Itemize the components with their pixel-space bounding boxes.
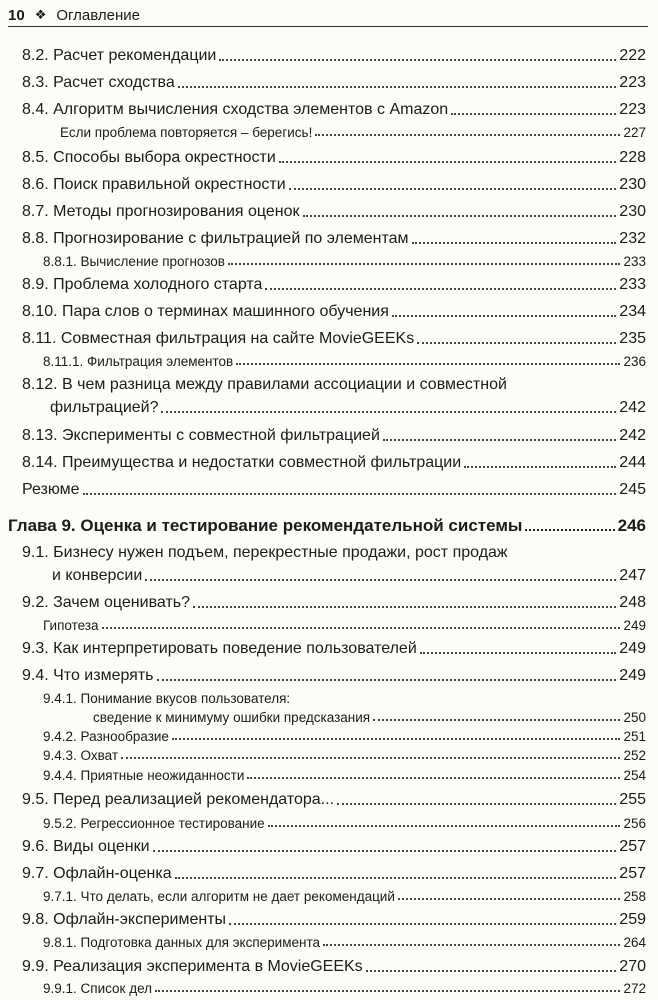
toc-entry-title: 8.8. Прогнозирование с фильтрацией по элементам bbox=[22, 230, 409, 247]
toc-entry-title: 9.9.1. Список дел bbox=[43, 981, 153, 996]
toc-entry-title: 9.7.1. Что делать, если алгоритм не дает рекомендаций bbox=[43, 889, 395, 904]
toc-entry[interactable] bbox=[22, 790, 646, 810]
page-number: 10 bbox=[8, 6, 25, 24]
toc-entry[interactable] bbox=[22, 593, 646, 613]
dot-leader bbox=[392, 315, 616, 317]
toc-chapter[interactable] bbox=[8, 515, 646, 537]
toc-entry-title: Резюме bbox=[22, 481, 80, 498]
dot-leader bbox=[155, 990, 620, 992]
toc-entry-page: 235 bbox=[619, 330, 646, 347]
toc-entry-title: 9.3. Как интерпретировать поведение пользователей bbox=[22, 640, 417, 657]
dot-leader bbox=[229, 923, 616, 925]
toc-entry-title: 8.6. Поиск правильной окрестности bbox=[22, 176, 286, 193]
toc-entry-page: 246 bbox=[617, 516, 646, 535]
dot-leader bbox=[420, 652, 617, 654]
toc-entry-page: 272 bbox=[623, 981, 646, 996]
toc-entry-page: 249 bbox=[619, 667, 646, 684]
dot-leader bbox=[279, 161, 617, 163]
toc-entry-page: 242 bbox=[619, 399, 646, 416]
dot-leader bbox=[121, 757, 620, 759]
toc-entry-title: 9.9. Реализация эксперимента в MovieGEEKs bbox=[22, 958, 363, 975]
toc-entry-title: 9.6. Виды оценки bbox=[22, 838, 150, 855]
toc-entry-title: 8.3. Расчет сходства bbox=[22, 74, 175, 91]
dot-leader bbox=[383, 439, 616, 441]
toc-subentry[interactable] bbox=[43, 888, 646, 905]
dot-leader bbox=[172, 738, 621, 740]
toc-entry-page: 236 bbox=[623, 354, 646, 369]
toc-entry[interactable] bbox=[22, 275, 646, 295]
toc-entry-title: 8.11.1. Фильтрация элементов bbox=[43, 354, 234, 369]
toc-subentry[interactable] bbox=[43, 617, 646, 634]
dot-leader bbox=[228, 263, 620, 265]
toc-entry-title: Гипотеза bbox=[43, 618, 99, 633]
dot-leader bbox=[464, 466, 616, 468]
toc-subentry-first-line: 9.4.1. Понимание вкусов пользователя: bbox=[43, 691, 291, 706]
toc-entry-first-line: 9.1. Бизнесу нужен подъем, перекрестные продажи, рост продаж bbox=[22, 544, 508, 561]
toc-entry-page: 249 bbox=[619, 640, 646, 657]
toc-subentry[interactable] bbox=[43, 728, 646, 745]
toc-entry-page: 230 bbox=[619, 203, 646, 220]
toc-entry-page: 233 bbox=[623, 254, 646, 269]
toc-entry-page: 245 bbox=[619, 481, 646, 498]
toc-entry[interactable] bbox=[22, 666, 646, 686]
dot-leader bbox=[145, 579, 616, 581]
toc-entry-title: 9.8.1. Подготовка данных для эксперимента bbox=[43, 935, 320, 950]
toc-subentry[interactable] bbox=[43, 980, 646, 997]
toc-entry-title: 9.4.3. Охват bbox=[43, 748, 119, 763]
toc-entry-title: 8.4. Алгоритм вычисления сходства элементов с Amazon bbox=[22, 101, 449, 118]
toc-entry[interactable] bbox=[22, 480, 646, 500]
toc-entry-title: Если проблема повторяется – берегись! bbox=[60, 125, 313, 140]
toc-entry-page: 256 bbox=[623, 816, 646, 831]
dot-leader bbox=[268, 825, 621, 827]
toc-entry-title: 8.11. Совместная фильтрация на сайте MovieGEEKs bbox=[22, 330, 415, 347]
toc-entry-page: 242 bbox=[619, 427, 646, 444]
toc-entry-page: 247 bbox=[619, 567, 646, 584]
toc-entry-title: 9.4.4. Приятные неожиданности bbox=[43, 768, 245, 783]
toc-entry-title: 8.7. Методы прогнозирования оценок bbox=[22, 203, 300, 220]
toc-entry-title: 8.2. Расчет рекомендации bbox=[22, 47, 217, 64]
toc-entry-title: 8.14. Преимущества и недостатки совместной фильтрации bbox=[22, 454, 462, 471]
toc-entry-page: 232 bbox=[619, 230, 646, 247]
toc-entry[interactable] bbox=[22, 453, 646, 473]
toc-entry-first-line: 8.12. В чем разница между правилами ассоциации и совместной bbox=[22, 376, 507, 393]
toc-entry-title: 9.8. Офлайн-эксперименты bbox=[22, 911, 227, 928]
dot-leader bbox=[157, 679, 617, 681]
toc-entry-page: 244 bbox=[619, 454, 646, 471]
dot-leader bbox=[247, 777, 620, 779]
toc-entry-page: 258 bbox=[623, 889, 646, 904]
toc-entry[interactable] bbox=[22, 148, 646, 168]
toc-entry-title: фильтрацией? bbox=[50, 399, 159, 416]
toc-entry-title: сведение к минимуму ошибки предсказания bbox=[93, 710, 371, 725]
dot-leader bbox=[265, 288, 616, 290]
dot-leader bbox=[337, 803, 616, 805]
dot-leader bbox=[373, 719, 620, 721]
toc-subentry[interactable] bbox=[43, 747, 646, 764]
toc-entry[interactable] bbox=[22, 837, 646, 857]
dot-leader bbox=[178, 86, 617, 88]
toc-entry-page: 223 bbox=[619, 101, 646, 118]
toc-entry-title: 8.10. Пара слов о терминах машинного обучения bbox=[22, 303, 389, 320]
dot-leader bbox=[193, 606, 616, 608]
toc-entry-title: 8.5. Способы выбора окрестности bbox=[22, 149, 276, 166]
toc-entry-title: 9.5. Перед реализацией рекомендатора... bbox=[22, 791, 335, 808]
toc-subentry[interactable] bbox=[43, 815, 646, 832]
dot-leader bbox=[236, 363, 620, 365]
dot-leader bbox=[83, 493, 617, 495]
toc-entry-title: 9.2. Зачем оценивать? bbox=[22, 594, 191, 611]
toc-entry[interactable] bbox=[22, 639, 646, 659]
toc-entry-page: 252 bbox=[623, 748, 646, 763]
toc-subentry[interactable] bbox=[43, 934, 646, 951]
toc-subentry[interactable] bbox=[43, 353, 646, 370]
header-title: Оглавление bbox=[56, 6, 140, 24]
dot-leader bbox=[161, 411, 616, 413]
toc-entry-title: 9.4. Что измерять bbox=[22, 667, 154, 684]
toc-entry[interactable] bbox=[22, 73, 646, 93]
dot-leader bbox=[315, 134, 620, 136]
toc-entry[interactable] bbox=[50, 398, 646, 418]
toc-entry-page: 248 bbox=[619, 594, 646, 611]
toc-entry[interactable] bbox=[22, 100, 646, 120]
dot-leader bbox=[323, 944, 620, 946]
dot-leader bbox=[398, 898, 621, 900]
toc-entry-title: и конверсии bbox=[52, 567, 143, 584]
toc-entry[interactable] bbox=[22, 864, 646, 884]
toc-entry-title: 8.9. Проблема холодного старта bbox=[22, 276, 263, 293]
toc-entry-title: 9.5.2. Регрессионное тестирование bbox=[43, 816, 265, 831]
toc-entry-page: 257 bbox=[619, 838, 646, 855]
dot-leader bbox=[219, 59, 616, 61]
toc-entry-page: 270 bbox=[619, 958, 646, 975]
toc-subentry[interactable] bbox=[93, 709, 646, 726]
dot-leader bbox=[451, 113, 616, 115]
toc-entry[interactable] bbox=[22, 957, 646, 977]
toc-entry-title: 8.13. Эксперименты с совместной фильтрацией bbox=[22, 427, 380, 444]
toc-entry[interactable] bbox=[22, 426, 646, 446]
toc-entry[interactable] bbox=[22, 46, 646, 66]
dot-leader bbox=[417, 342, 616, 344]
toc-entry-page: 230 bbox=[619, 176, 646, 193]
toc-entry[interactable] bbox=[22, 229, 646, 249]
dot-leader bbox=[412, 242, 617, 244]
toc-entry[interactable] bbox=[22, 329, 646, 349]
toc-entry-page: 223 bbox=[619, 74, 646, 91]
toc-entry-page: 227 bbox=[623, 125, 646, 140]
toc-entry[interactable] bbox=[22, 910, 646, 930]
toc-subentry[interactable] bbox=[43, 767, 646, 784]
toc-entry[interactable] bbox=[22, 175, 646, 195]
dot-leader bbox=[175, 877, 617, 879]
running-header bbox=[8, 4, 648, 27]
toc-entry[interactable] bbox=[52, 566, 646, 586]
toc-entry-page: 264 bbox=[623, 935, 646, 950]
toc-subentry[interactable] bbox=[60, 124, 646, 141]
toc-entry-page: 250 bbox=[623, 710, 646, 725]
dot-leader bbox=[366, 970, 617, 972]
toc-subentry[interactable] bbox=[43, 253, 646, 270]
dot-leader bbox=[525, 529, 614, 531]
toc-entry-page: 234 bbox=[619, 303, 646, 320]
toc-entry-page: 233 bbox=[619, 276, 646, 293]
dot-leader bbox=[153, 850, 617, 852]
toc-chapter-title: Глава 9. Оценка и тестирование рекомендательной системы bbox=[8, 516, 523, 535]
toc-entry-page: 249 bbox=[623, 618, 646, 633]
toc-entry-title: 9.7. Офлайн-оценка bbox=[22, 865, 172, 882]
toc-entry-page: 255 bbox=[619, 791, 646, 808]
toc-entry-page: 228 bbox=[619, 149, 646, 166]
toc-entry[interactable] bbox=[22, 202, 646, 222]
ornament-icon: ❖ bbox=[34, 7, 47, 22]
toc-entry-page: 222 bbox=[619, 47, 646, 64]
dot-leader bbox=[102, 627, 621, 629]
dot-leader bbox=[303, 215, 617, 217]
toc-entry-title: 9.4.2. Разнообразие bbox=[43, 729, 169, 744]
toc-entry-page: 257 bbox=[619, 865, 646, 882]
toc-entry-page: 251 bbox=[623, 729, 646, 744]
dot-leader bbox=[289, 188, 617, 190]
toc-entry-page: 259 bbox=[619, 911, 646, 928]
toc-entry-title: 8.8.1. Вычисление прогнозов bbox=[43, 254, 225, 269]
toc-entry-page: 254 bbox=[623, 768, 646, 783]
toc-entry[interactable] bbox=[22, 302, 646, 322]
